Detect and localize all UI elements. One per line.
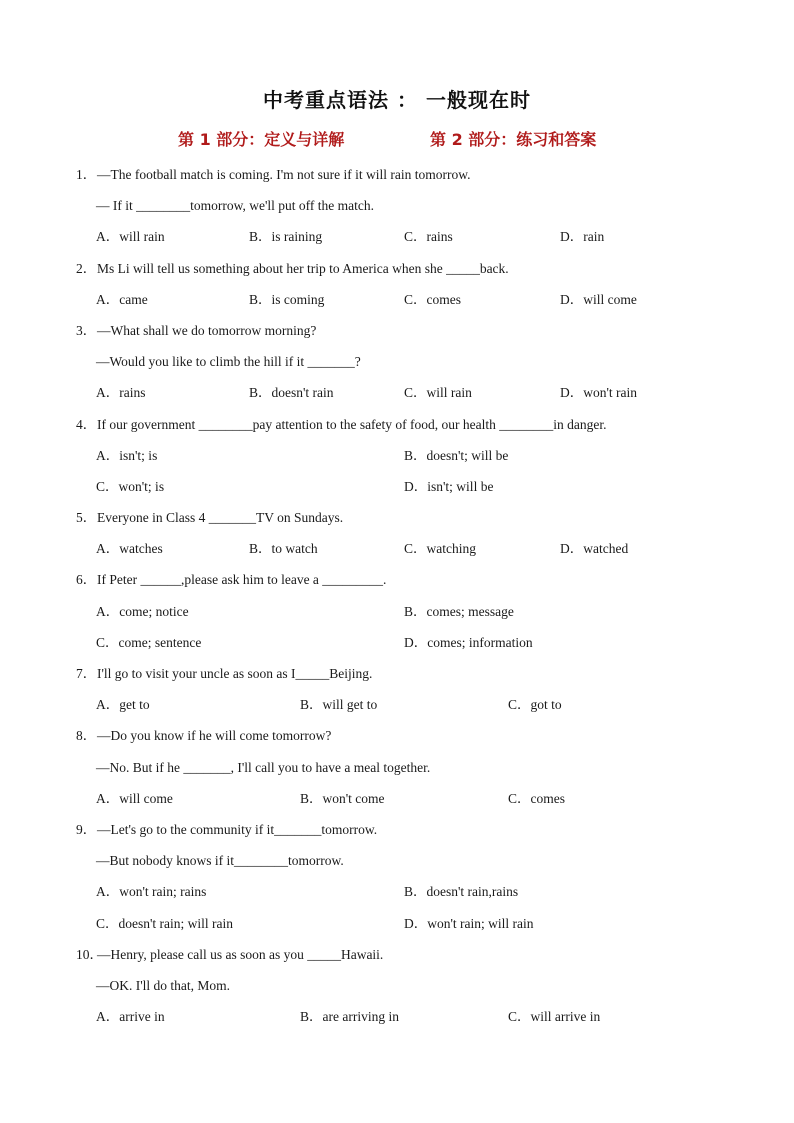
answer-option[interactable]: A．watches <box>96 541 163 557</box>
question-stem <box>0 568 794 599</box>
question-number: 3． <box>76 322 97 338</box>
answer-option[interactable]: B．won't come <box>300 790 385 806</box>
answer-option[interactable]: D．will come <box>560 291 637 307</box>
answer-option[interactable]: D．won't rain <box>560 385 638 401</box>
question-text: —But nobody knows if it________tomorrow. <box>96 853 344 869</box>
question-text: —No. But if he _______, I'll call you to have a meal together. <box>96 759 431 775</box>
answer-option[interactable]: C．will arrive in <box>508 1009 601 1025</box>
answer-option[interactable]: B．are arriving in <box>300 1009 399 1025</box>
answer-option[interactable]: B．doesn't; will be <box>404 447 509 463</box>
question-5 <box>0 506 794 568</box>
answer-option[interactable]: B．will get to <box>300 697 378 713</box>
question-stem <box>0 319 794 350</box>
answer-option[interactable]: A．won't rain; rains <box>96 884 207 900</box>
options-row <box>0 631 794 662</box>
options-row <box>0 475 794 506</box>
question-2 <box>0 257 794 319</box>
options-row <box>0 787 794 818</box>
question-list <box>0 163 794 1036</box>
question-stem <box>0 818 794 849</box>
question-number: 9． <box>76 821 97 837</box>
question-6 <box>0 568 794 662</box>
question-dialogue-line <box>0 974 794 1005</box>
question-text: I'll go to visit your uncle as soon as I_____Beijing. <box>97 666 373 681</box>
answer-option[interactable]: B．doesn't rain,rains <box>404 884 519 900</box>
answer-option[interactable]: D．isn't; will be <box>404 478 494 494</box>
answer-option[interactable]: C．got to <box>508 697 562 713</box>
options-row <box>0 288 794 319</box>
question-10 <box>0 943 794 1037</box>
question-text: —OK. I'll do that, Mom. <box>96 977 231 993</box>
question-text: Everyone in Class 4 _______TV on Sundays. <box>97 510 344 526</box>
question-number: 10． <box>76 946 103 962</box>
question-number: 8． <box>76 728 97 744</box>
question-8 <box>0 724 794 818</box>
question-text: —Henry, please call us as soon as you _____Hawaii. <box>97 946 384 962</box>
options-row <box>0 912 794 943</box>
question-4 <box>0 413 794 507</box>
question-9 <box>0 818 794 943</box>
answer-option[interactable]: A．isn't; is <box>96 447 158 463</box>
question-stem <box>0 257 794 288</box>
answer-option[interactable]: D．won't rain; will rain <box>404 915 534 931</box>
answer-option[interactable]: C．won't; is <box>96 478 165 494</box>
question-stem <box>0 413 794 444</box>
question-text: —The football match is coming. I'm not sure if it will rain tomorrow. <box>97 167 471 182</box>
answer-option[interactable]: C．come; sentence <box>96 634 202 650</box>
question-text: —Do you know if he will come tomorrow? <box>97 728 332 744</box>
answer-option[interactable]: C．will rain <box>404 385 472 401</box>
answer-option[interactable]: C．comes <box>508 790 565 806</box>
question-dialogue-line <box>0 194 794 225</box>
question-text: —Would you like to climb the hill if it _______? <box>96 354 361 370</box>
options-row <box>0 537 794 568</box>
options-row <box>0 693 794 724</box>
answer-option[interactable]: B．is coming <box>249 291 325 307</box>
answer-option[interactable]: A．came <box>96 291 148 307</box>
answer-option[interactable]: A．arrive in <box>96 1009 165 1025</box>
question-stem <box>0 662 794 693</box>
question-text: Ms Li will tell us something about her trip to America when she _____back. <box>97 260 509 276</box>
question-3 <box>0 319 794 413</box>
options-row <box>0 600 794 631</box>
question-text: If Peter ______,please ask him to leave a _________. <box>97 572 387 588</box>
answer-option[interactable]: A．will come <box>96 790 173 806</box>
question-number: 5． <box>76 510 97 526</box>
question-stem <box>0 506 794 537</box>
question-stem <box>0 943 794 974</box>
question-stem <box>0 724 794 755</box>
answer-option[interactable]: B．comes; message <box>404 603 514 619</box>
options-row <box>0 381 794 412</box>
question-text: —Let's go to the community if it_______tomorrow. <box>97 821 378 837</box>
answer-option[interactable]: D．watched <box>560 541 629 557</box>
answer-option[interactable]: B．to watch <box>249 541 318 557</box>
answer-option[interactable]: B．doesn't rain <box>249 385 334 401</box>
question-stem <box>0 163 794 194</box>
question-text: If our government ________pay attention to the safety of food, our health ________in danger. <box>97 416 607 432</box>
answer-option[interactable]: A．rains <box>96 385 146 401</box>
question-number: 7． <box>76 666 97 681</box>
answer-option[interactable]: A．will rain <box>96 229 165 245</box>
answer-option[interactable]: D．rain <box>560 229 605 245</box>
question-number: 4． <box>76 416 97 432</box>
answer-option[interactable]: C．watching <box>404 541 476 557</box>
question-1 <box>0 163 794 257</box>
question-7 <box>0 662 794 724</box>
answer-option[interactable]: A．come; notice <box>96 603 189 619</box>
question-text: — If it ________tomorrow, we'll put off the match. <box>96 198 375 214</box>
question-dialogue-line <box>0 849 794 880</box>
options-row <box>0 880 794 911</box>
answer-option[interactable]: C．rains <box>404 229 453 245</box>
answer-option[interactable]: C．doesn't rain; will rain <box>96 915 234 931</box>
answer-option[interactable]: C．comes <box>404 291 461 307</box>
question-dialogue-line <box>0 756 794 787</box>
part-2-heading: 第 2 部分：练习和答案 <box>430 130 597 149</box>
answer-option[interactable]: B．is raining <box>249 229 323 245</box>
question-text: —What shall we do tomorrow morning? <box>97 322 317 338</box>
question-number: 2． <box>76 260 97 276</box>
options-row <box>0 1005 794 1036</box>
options-row <box>0 444 794 475</box>
answer-option[interactable]: D．comes; information <box>404 634 533 650</box>
part-1-heading: 第 1 部分：定义与详解 <box>178 130 345 149</box>
question-number: 1． <box>76 167 97 182</box>
question-dialogue-line <box>0 350 794 381</box>
answer-option[interactable]: A．get to <box>96 697 150 713</box>
page-title: 中考重点语法 ： 一般现在时 <box>263 88 531 112</box>
question-number: 6． <box>76 572 97 588</box>
options-row <box>0 225 794 256</box>
